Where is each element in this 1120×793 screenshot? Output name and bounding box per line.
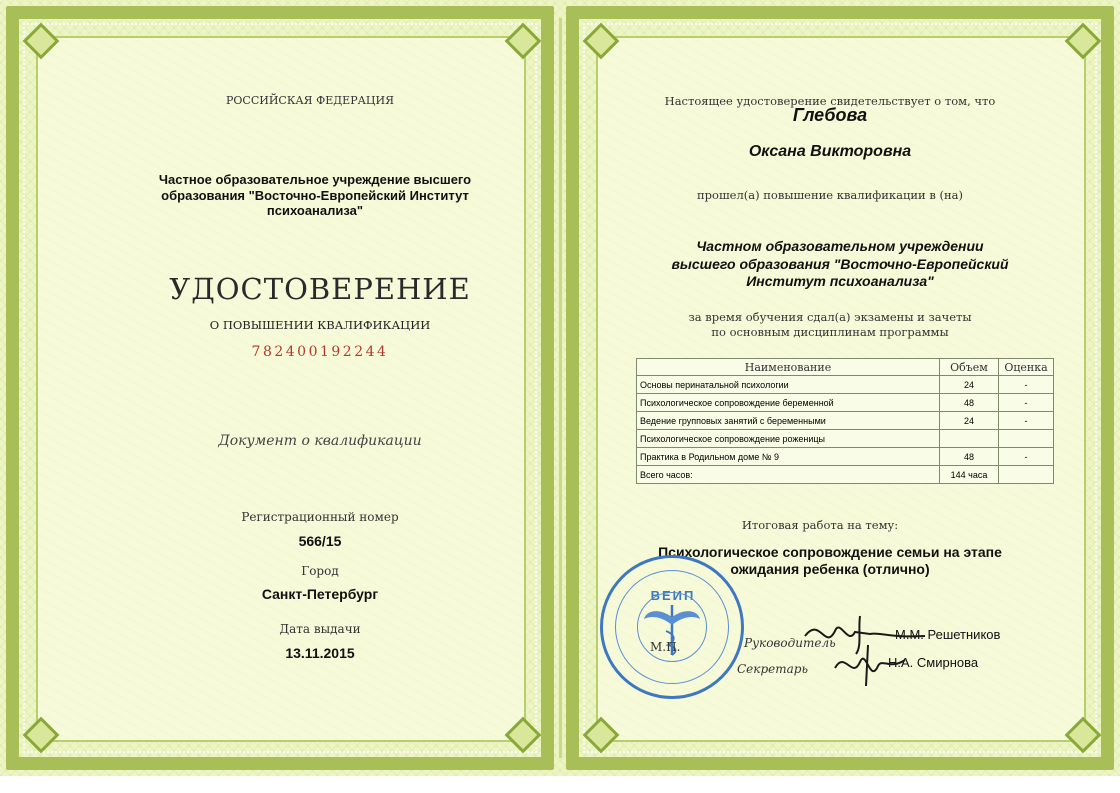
institution-line: высшего образования "Восточно-Европейский [671,256,1009,272]
table-row [637,448,1054,466]
final-work-title: ожидания ребенка (отлично) [730,561,930,577]
discipline-volume: 24 [940,412,999,430]
table-row [637,394,1054,412]
left-inner-border [36,36,526,742]
total-volume: 144 часа [940,466,999,484]
issue-date-label: Дата выдачи [279,622,361,636]
serial-number: 782400192244 [251,344,389,360]
institution-name-line: образования "Восточно-Европейский Институт [161,188,469,203]
institution-name-line: психоанализа" [266,203,364,218]
registration-number-label: Регистрационный номер [241,510,399,524]
document-type: Документ о квалификации [218,433,422,449]
column-header: Объем [940,359,999,376]
final-work-title: Психологическое сопровождение семьи на этапе [658,544,1002,560]
discipline-grade: - [999,412,1054,430]
city-value: Санкт-Петербург [261,586,379,602]
total-grade [999,466,1054,484]
qualification-statement: прошел(а) повышение квалификации в (на) [697,188,963,202]
discipline-volume: 48 [940,448,999,466]
secretary-name: Н.А. Смирнова [888,655,979,670]
exams-statement: за время обучения сдал(а) экзамены и зачеты [688,310,972,324]
table-row [637,430,1054,448]
discipline-name: Ведение групповых занятий с беременными [637,412,940,430]
registration-number: 566/15 [298,533,342,549]
discipline-grade: - [999,376,1054,394]
table-row [637,376,1054,394]
document-subtitle: О ПОВЫШЕНИИ КВАЛИФИКАЦИИ [209,318,431,332]
seal-text: ВЕИП [650,588,696,603]
head-name: М.М. Решетников [895,627,1001,642]
discipline-grade: - [999,448,1054,466]
issue-date: 13.11.2015 [285,645,355,661]
head-label: Руководитель [744,636,836,650]
discipline-volume: 48 [940,394,999,412]
table-total-row [637,466,1054,484]
total-label: Всего часов: [637,466,940,484]
certificate-intro: Настоящее удостоверение свидетельствует о том, что [664,94,996,108]
discipline-name: Практика в Родильном доме № 9 [637,448,940,466]
column-header: Наименование [637,359,940,376]
recipient-surname: Глебова [792,105,868,125]
city-label: Город [301,564,339,578]
discipline-name: Основы перинатальной психологии [637,376,940,394]
disciplines-table [636,358,1054,484]
exams-statement: по основным дисциплинам программы [711,325,949,339]
secretary-label: Секретарь [737,662,808,676]
final-work-label: Итоговая работа на тему: [741,518,899,532]
page-fold [559,18,562,758]
seal-emblem-icon [600,555,744,699]
discipline-name: Психологическое сопровождение беременной [637,394,940,412]
seal-place-label: М.П. [650,640,681,654]
discipline-volume [940,430,999,448]
official-seal [600,555,744,699]
country-label: РОССИЙСКАЯ ФЕДЕРАЦИЯ [225,94,394,107]
institution-name-line: Частное образовательное учреждение высшего [158,172,472,187]
secretary-signature [830,640,910,688]
table-row [637,412,1054,430]
discipline-grade [999,430,1054,448]
document-title: УДОСТОВЕРЕНИЕ [169,272,471,306]
discipline-name: Психологическое сопровождение роженицы [637,430,940,448]
discipline-volume: 24 [940,376,999,394]
table-header-row [637,359,1054,376]
institution-line: Частном образовательном учреждении [696,238,984,254]
column-header: Оценка [999,359,1054,376]
institution-line: Институт психоанализа" [746,273,934,289]
discipline-grade: - [999,394,1054,412]
recipient-name: Оксана Викторовна [748,143,912,160]
